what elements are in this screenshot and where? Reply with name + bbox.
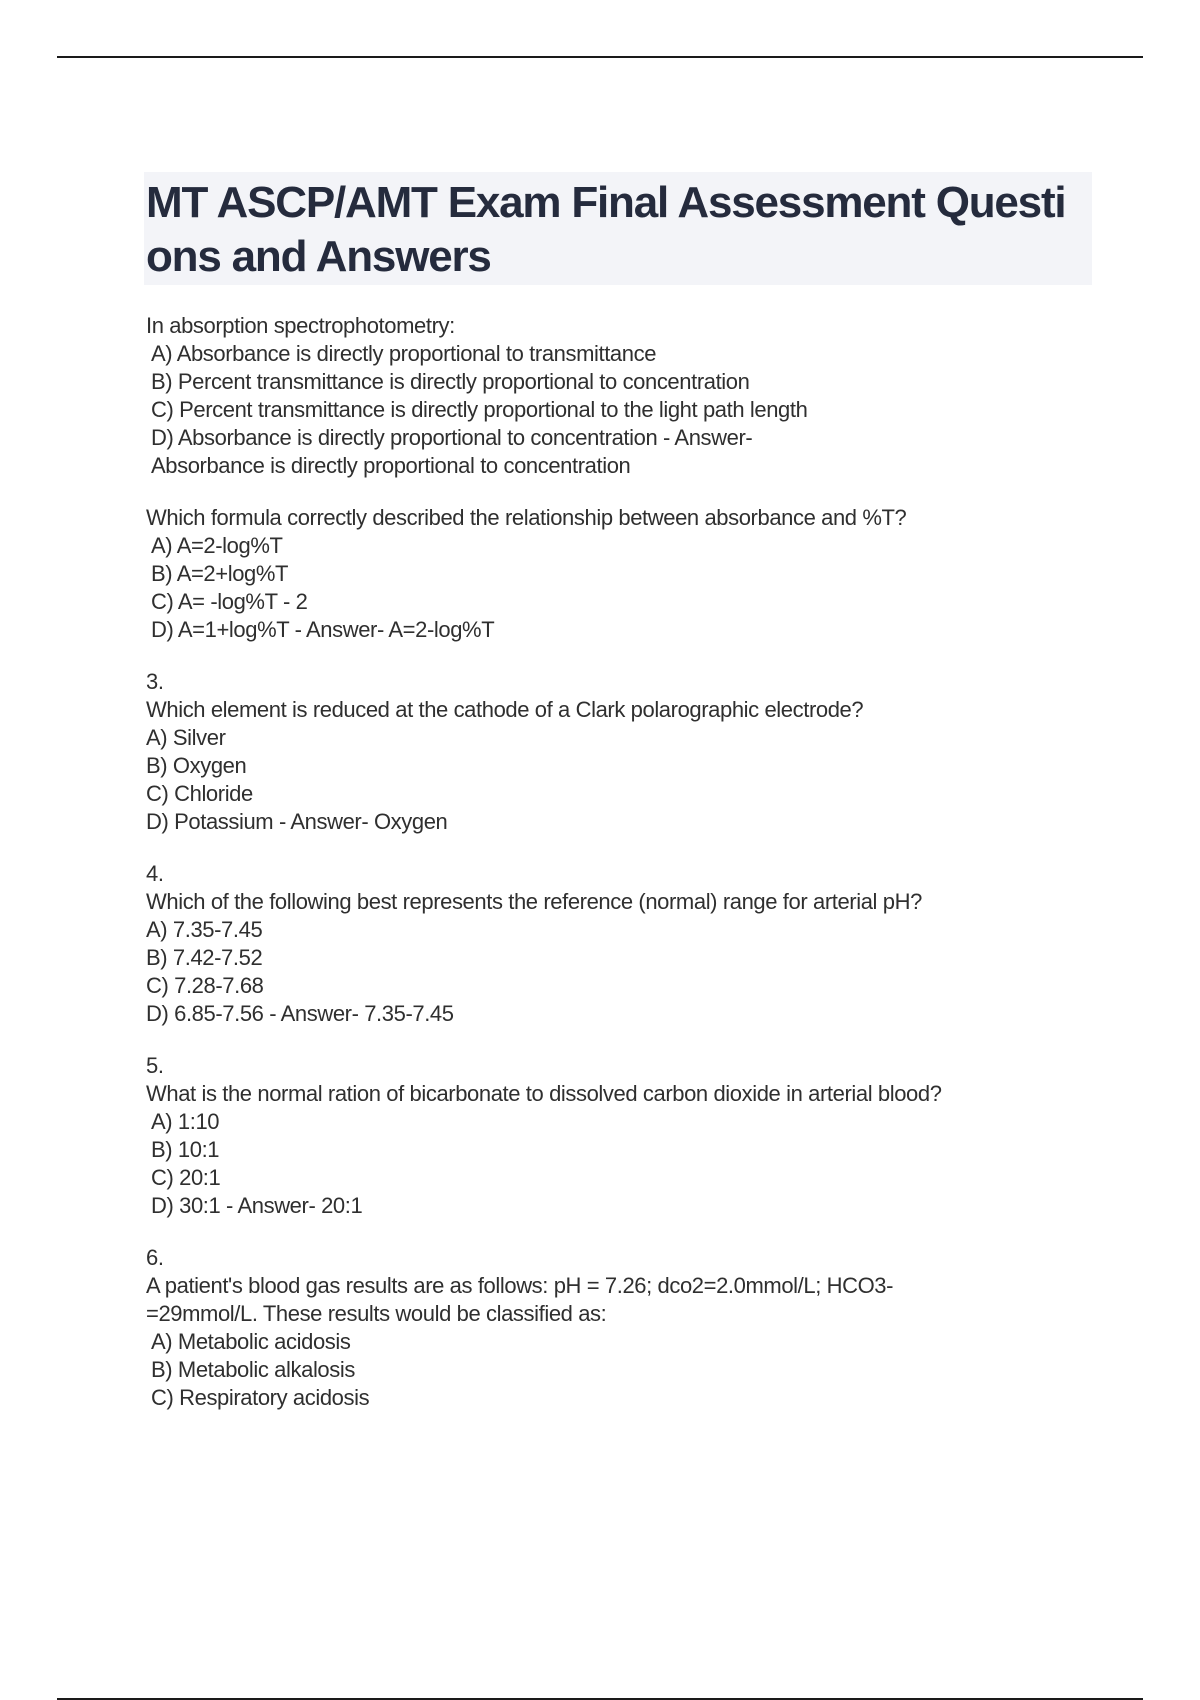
- option-d: D) 6.85-7.56 - Answer- 7.35-7.45: [146, 1001, 454, 1026]
- question-text: Which formula correctly described the relationship between absorbance and %T?: [146, 505, 907, 530]
- question-4: [146, 860, 1096, 1028]
- option-c: C) Respiratory acidosis: [151, 1385, 370, 1410]
- option-b: B) 7.42-7.52: [146, 945, 263, 970]
- question-6: [146, 1244, 1096, 1412]
- question-text-continued: =29mmol/L. These results would be classified as:: [146, 1301, 607, 1326]
- question-text: Which of the following best represents the reference (normal) range for arterial pH?: [146, 889, 922, 914]
- question-text: In absorption spectrophotometry:: [146, 313, 455, 338]
- option-d: D) Potassium - Answer- Oxygen: [146, 809, 448, 834]
- option-a: A) 1:10: [151, 1109, 220, 1134]
- option-d: D) 30:1 - Answer- 20:1: [151, 1193, 363, 1218]
- question-1: [146, 312, 1096, 480]
- option-a: A) 7.35-7.45: [146, 917, 263, 942]
- option-c: C) 7.28-7.68: [146, 973, 264, 998]
- question-list: [146, 312, 1096, 1436]
- option-c: C) Percent transmittance is directly proportional to the light path length: [151, 397, 808, 422]
- question-number: 3.: [146, 669, 164, 694]
- option-c: C) 20:1: [151, 1165, 221, 1190]
- question-text: Which element is reduced at the cathode of a Clark polarographic electrode?: [146, 697, 864, 722]
- option-c: C) Chloride: [146, 781, 253, 806]
- option-d: D) Absorbance is directly proportional to concentration - Answer-: [151, 425, 753, 450]
- option-c: C) A= -log%T - 2: [151, 589, 308, 614]
- option-b: B) Percent transmittance is directly proportional to concentration: [151, 369, 750, 394]
- option-a: A) A=2-log%T: [151, 533, 283, 558]
- question-number: 4.: [146, 861, 164, 886]
- option-b: B) A=2+log%T: [151, 561, 289, 586]
- question-text: A patient's blood gas results are as follows: pH = 7.26; dco2=2.0mmol/L; HCO3-: [146, 1273, 894, 1298]
- question-2: [146, 504, 1096, 644]
- option-d: D) A=1+log%T - Answer- A=2-log%T: [151, 617, 495, 642]
- option-a: A) Metabolic acidosis: [151, 1329, 351, 1354]
- question-number: 6.: [146, 1245, 164, 1270]
- question-text: What is the normal ration of bicarbonate to dissolved carbon dioxide in arterial blood?: [146, 1081, 942, 1106]
- header-rule: [57, 56, 1143, 58]
- option-a: A) Silver: [146, 725, 226, 750]
- option-a: A) Absorbance is directly proportional to transmittance: [151, 341, 657, 366]
- option-b: B) Metabolic alkalosis: [151, 1357, 355, 1382]
- page-title: MT ASCP/AMT Exam Final Assessment Questions and Answers: [146, 178, 1066, 281]
- question-5: [146, 1052, 1096, 1220]
- question-number: 5.: [146, 1053, 164, 1078]
- option-b: B) 10:1: [151, 1137, 220, 1162]
- option-b: B) Oxygen: [146, 753, 247, 778]
- question-3: [146, 668, 1096, 836]
- answer-text: Absorbance is directly proportional to concentration: [151, 453, 631, 478]
